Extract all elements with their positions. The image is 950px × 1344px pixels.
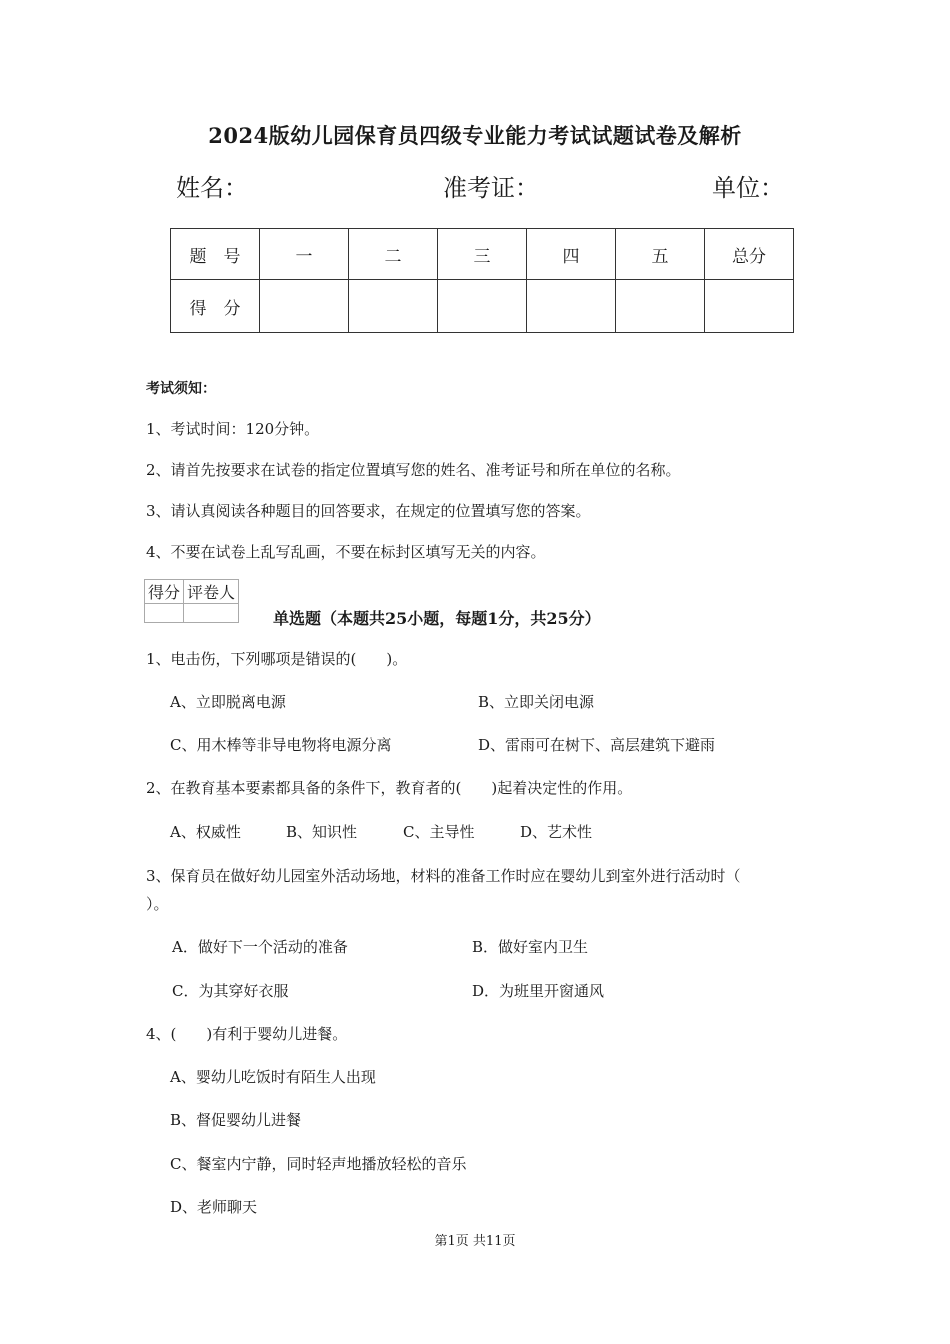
notice-item: 1、考试时间：120分钟。 bbox=[146, 420, 320, 438]
notice-item: 3、请认真阅读各种题目的回答要求，在规定的位置填写您的答案。 bbox=[146, 502, 591, 520]
question-1-option-b: B、立即关闭电源 bbox=[478, 693, 595, 711]
score-table-score-row bbox=[171, 280, 794, 333]
question-3-option-b: B．做好室内卫生 bbox=[472, 938, 589, 956]
grader-score-cell[interactable] bbox=[145, 604, 184, 623]
question-1-stem: 1、电击伤，下列哪项是错误的( )。 bbox=[146, 650, 408, 668]
score-header-cell: 三 bbox=[438, 229, 527, 280]
question-4-option-c: C、餐室内宁静，同时轻声地播放轻松的音乐 bbox=[170, 1155, 467, 1173]
score-header-cell: 五 bbox=[616, 229, 705, 280]
score-header-cell: 总分 bbox=[705, 229, 794, 280]
section-title: 单选题（本题共25小题，每题1分，共25分） bbox=[273, 609, 601, 628]
score-cell[interactable] bbox=[527, 280, 616, 333]
question-4-stem: 4、( )有利于婴幼儿进餐。 bbox=[146, 1025, 348, 1043]
grader-header-row bbox=[145, 580, 239, 604]
question-3-option-c: C．为其穿好衣服 bbox=[172, 982, 289, 1000]
grader-reviewer-cell[interactable] bbox=[184, 604, 239, 623]
question-2-option-d: D、艺术性 bbox=[520, 823, 593, 841]
question-4-option-d: D、老师聊天 bbox=[170, 1198, 258, 1216]
question-2-option-b: B、知识性 bbox=[286, 823, 358, 841]
exam-title: 2024版幼儿园保育员四级专业能力考试试题试卷及解析 bbox=[208, 123, 742, 148]
notice-item: 2、请首先按要求在试卷的指定位置填写您的姓名、准考证号和所在单位的名称。 bbox=[146, 461, 681, 479]
question-2-stem: 2、在教育基本要素都具备的条件下，教育者的( )起着决定性的作用。 bbox=[146, 779, 633, 797]
name-field-label: 姓名： bbox=[176, 174, 248, 202]
score-cell[interactable] bbox=[705, 280, 794, 333]
grader-box bbox=[144, 579, 239, 623]
page-footer: 第1页 共11页 bbox=[434, 1234, 516, 1249]
score-cell[interactable] bbox=[260, 280, 349, 333]
score-cell[interactable] bbox=[349, 280, 438, 333]
score-table bbox=[170, 228, 794, 333]
score-cell[interactable] bbox=[616, 280, 705, 333]
question-2-option-c: C、主导性 bbox=[403, 823, 475, 841]
grader-reviewer-label: 评卷人 bbox=[184, 580, 239, 604]
notice-heading: 考试须知： bbox=[146, 381, 216, 397]
question-1-option-c: C、用木棒等非导电物将电源分离 bbox=[170, 736, 392, 754]
unit-field-label: 单位： bbox=[712, 174, 784, 202]
question-3-stem-line1: 3、保育员在做好幼儿园室外活动场地，材料的准备工作时应在婴幼儿到室外进行活动时（ bbox=[146, 867, 741, 885]
question-1-option-d: D、雷雨可在树下、高层建筑下避雨 bbox=[478, 736, 716, 754]
grader-blank-row bbox=[145, 604, 239, 623]
score-cell[interactable] bbox=[438, 280, 527, 333]
question-3-option-a: A．做好下一个活动的准备 bbox=[172, 938, 348, 956]
question-2-option-a: A、权威性 bbox=[170, 823, 241, 841]
score-header-cell: 题 号 bbox=[171, 229, 260, 280]
question-4-option-a: A、婴幼儿吃饭时有陌生人出现 bbox=[170, 1068, 376, 1086]
score-header-cell: 四 bbox=[527, 229, 616, 280]
score-row-label: 得 分 bbox=[171, 280, 260, 333]
score-table-header-row bbox=[171, 229, 794, 280]
notice-item: 4、不要在试卷上乱写乱画，不要在标封区填写无关的内容。 bbox=[146, 543, 546, 561]
question-3-stem-line2: ）。 bbox=[146, 895, 169, 913]
score-header-cell: 二 bbox=[349, 229, 438, 280]
exam-number-field-label: 准考证： bbox=[443, 174, 539, 202]
score-header-cell: 一 bbox=[260, 229, 349, 280]
question-1-option-a: A、立即脱离电源 bbox=[170, 693, 286, 711]
question-4-option-b: B、督促婴幼儿进餐 bbox=[170, 1111, 302, 1129]
question-3-option-d: D．为班里开窗通风 bbox=[472, 982, 605, 1000]
grader-score-label: 得分 bbox=[145, 580, 184, 604]
